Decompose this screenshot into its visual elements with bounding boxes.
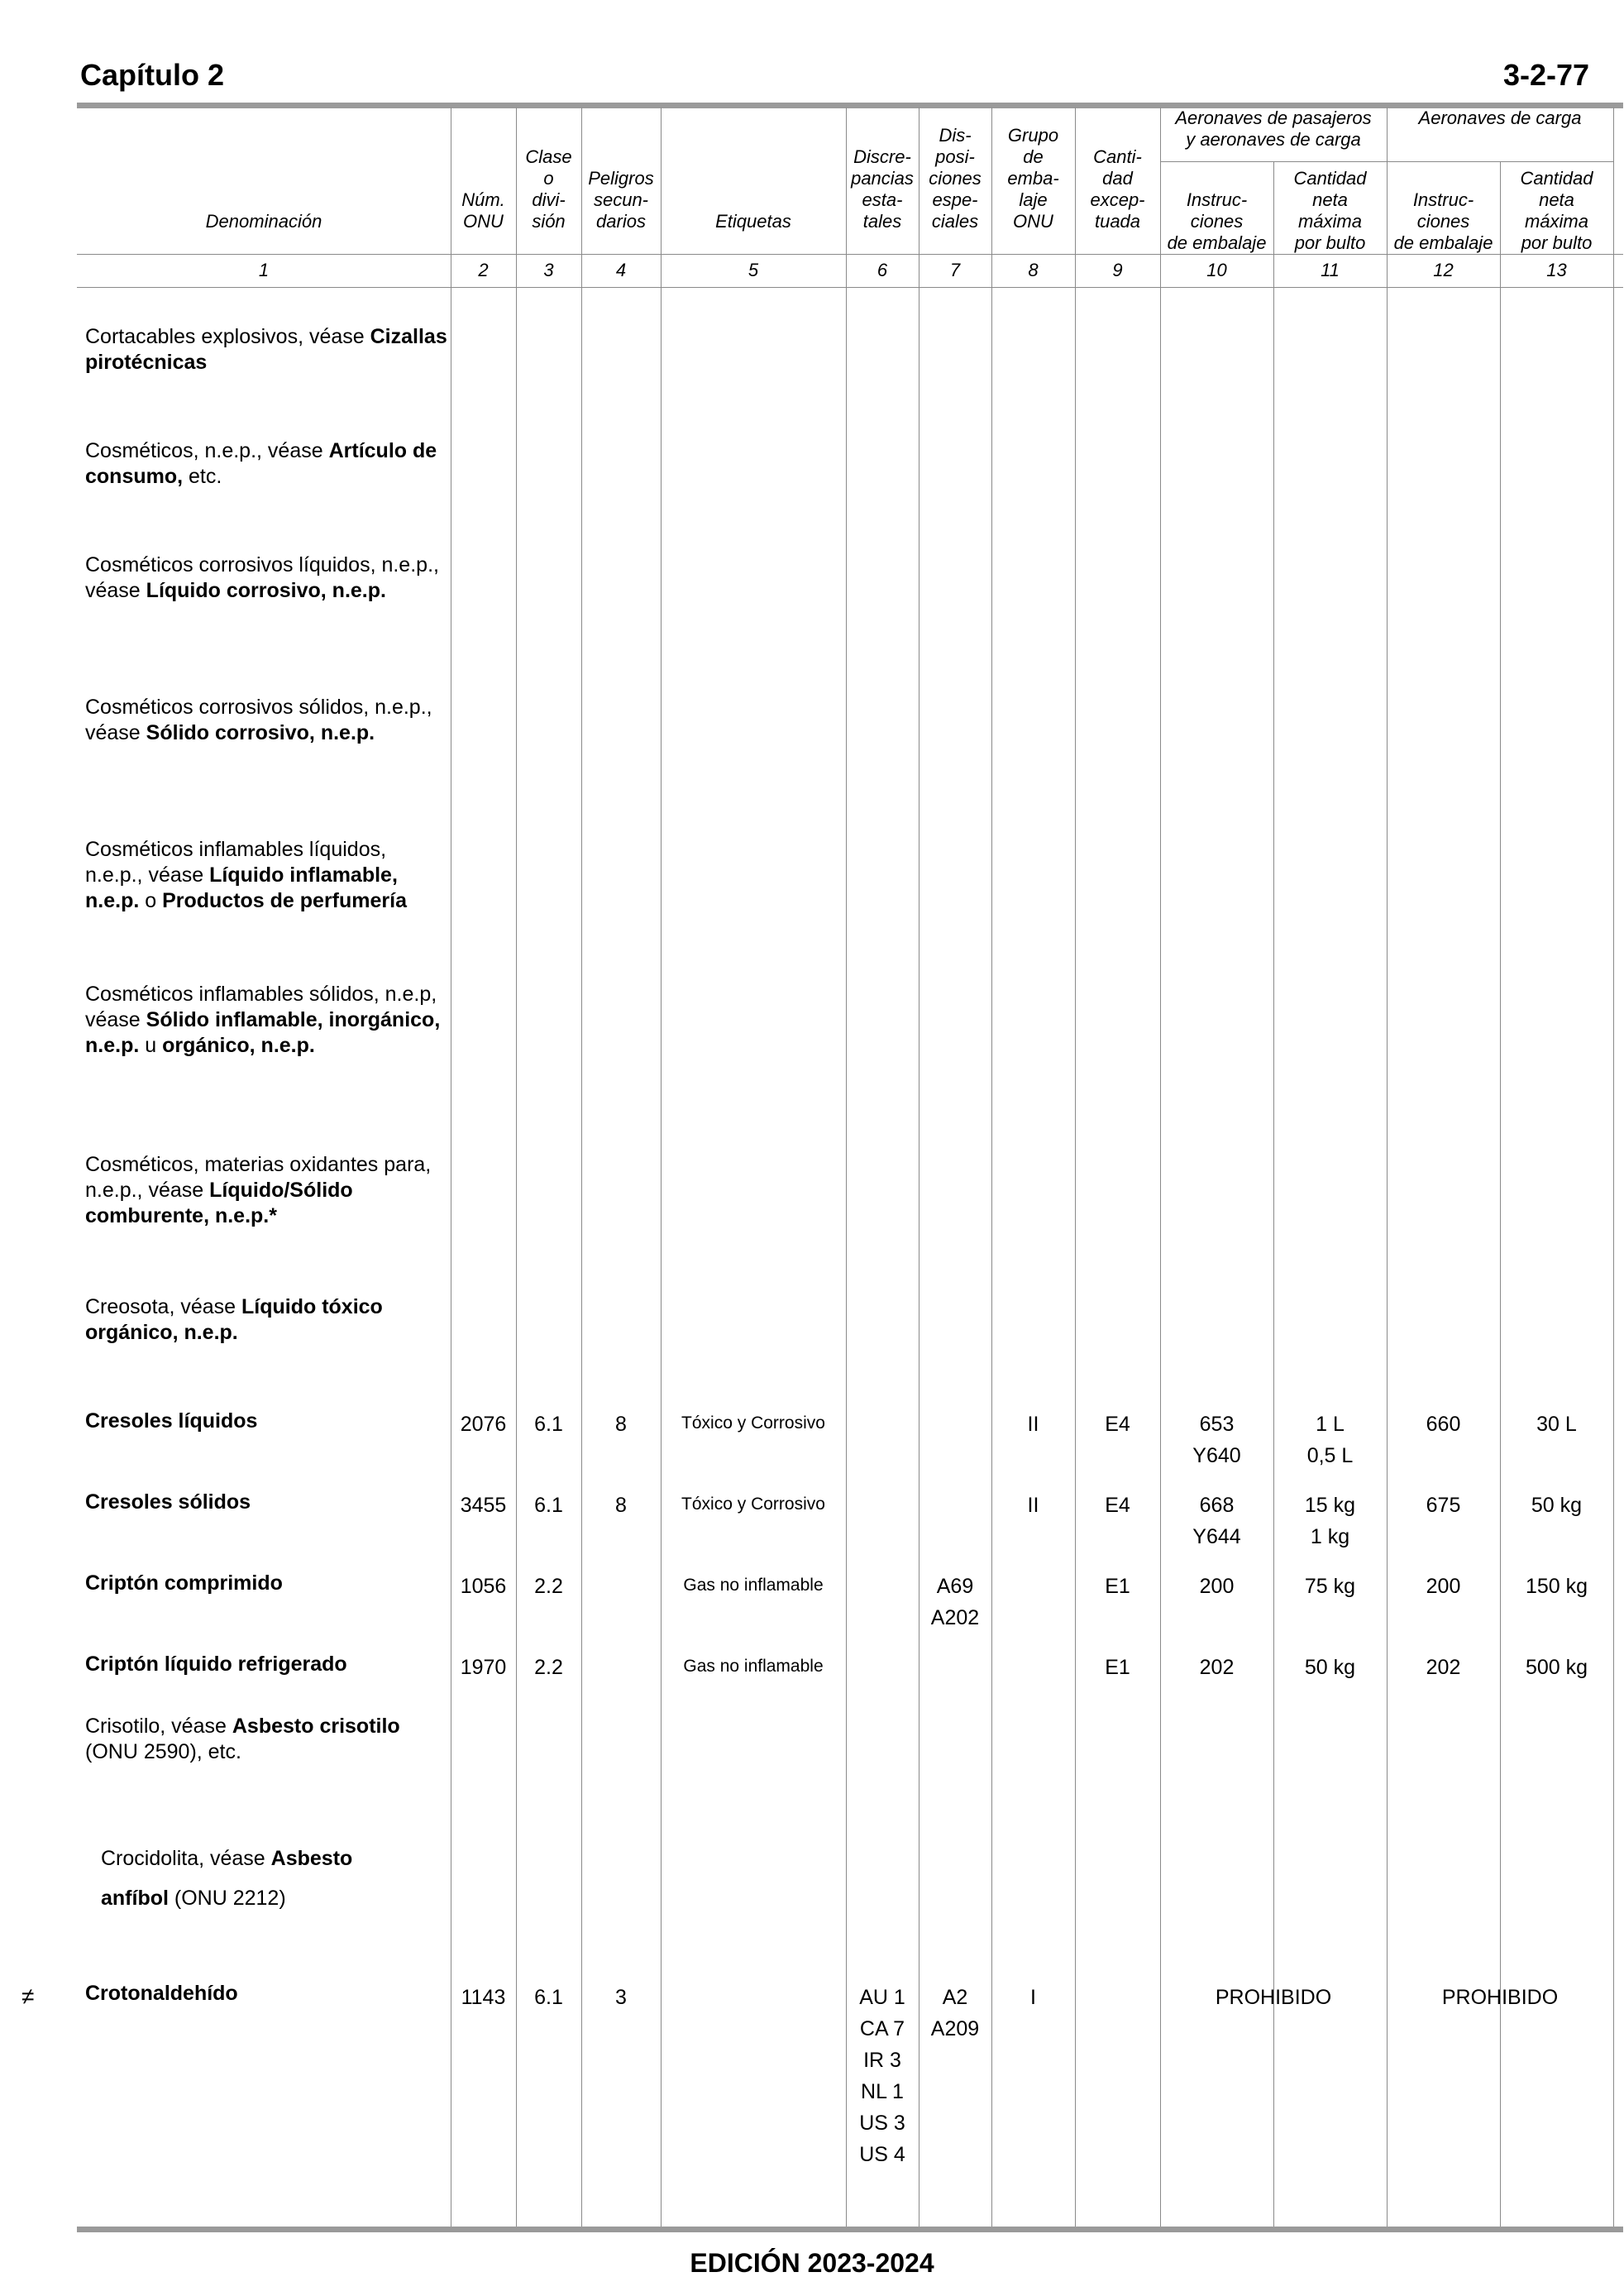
chapter-title: Capítulo 2: [80, 58, 225, 92]
cross-ref-entry: Crisotilo, véase Asbesto crisotilo (ONU 2590), etc.: [85, 1715, 400, 1763]
hazard-class: 2.2: [534, 1656, 563, 1679]
cross-ref-entry: Cosméticos inflamables líquidos, n.e.p., véase Líquido inflamable, n.e.p. o Productos de perfumería: [85, 838, 407, 912]
cao-max-quantity: 50 kg: [1531, 1494, 1583, 1517]
excepted-quantity: E1: [1105, 1656, 1130, 1679]
cao-packing-instruction: 675: [1426, 1494, 1461, 1517]
cross-ref-entry: Cortacables explosivos, véase Cizallas pirotécnicas: [85, 325, 447, 374]
header-un-number: Núm. ONU: [461, 189, 505, 232]
page-number: 3-2-77: [1502, 58, 1589, 92]
pax-max-quantity: 75 kg: [1304, 1575, 1356, 1598]
cao-max-quantity: 500 kg: [1525, 1656, 1588, 1679]
row-name: Cresoles líquidos: [85, 1409, 258, 1433]
column-number: 1: [258, 260, 270, 280]
column-number: 5: [748, 260, 759, 280]
column-number: 3: [543, 260, 554, 280]
header-pax-packing-instruction: Instruc- ciones de embalaje: [1167, 189, 1267, 253]
column-number: 12: [1433, 260, 1454, 280]
hazard-labels: Gas no inflamable: [683, 1576, 824, 1595]
cao-max-quantity: 150 kg: [1525, 1575, 1588, 1598]
hazard-labels: Tóxico y Corrosivo: [681, 1495, 825, 1514]
excepted-quantity: E4: [1105, 1413, 1130, 1436]
column-number: 11: [1321, 260, 1340, 280]
cross-ref-entry: Cosméticos corrosivos sólidos, n.e.p., véase Sólido corrosivo, n.e.p.: [85, 696, 432, 744]
pax-packing-instruction: 668 Y644: [1192, 1494, 1241, 1548]
excepted-quantity: E1: [1105, 1575, 1130, 1598]
column-number: 4: [615, 260, 627, 280]
header-excepted-quantity: Canti- dad excep- tuada: [1090, 146, 1145, 232]
column-number: 13: [1546, 260, 1567, 280]
un-number: 3455: [460, 1494, 507, 1517]
pax-forbidden: PROHIBIDO: [1215, 1986, 1332, 2009]
header-packing-group: Grupo de emba- laje ONU: [1007, 125, 1059, 232]
excepted-quantity: E4: [1105, 1494, 1130, 1517]
cao-forbidden: PROHIBIDO: [1441, 1986, 1559, 2009]
pax-packing-instruction: 200: [1199, 1575, 1235, 1598]
pax-max-quantity: 1 L 0,5 L: [1306, 1413, 1354, 1467]
pax-max-quantity: 50 kg: [1304, 1656, 1356, 1679]
column-number: 9: [1112, 260, 1123, 280]
cao-packing-instruction: 202: [1426, 1656, 1461, 1679]
packing-group: I: [1030, 1986, 1036, 2009]
cross-ref-entry: Cosméticos, materias oxidantes para, n.e.p., véase Líquido/Sólido comburente, n.e.p.*: [85, 1153, 432, 1227]
state-variations: AU 1 CA 7 IR 3 NL 1 US 3 US 4: [859, 1986, 905, 2166]
header-labels: Etiquetas: [715, 211, 791, 232]
cross-ref-entry: Cosméticos corrosivos líquidos, n.e.p., véase Líquido corrosivo, n.e.p.: [85, 553, 439, 602]
pax-packing-instruction: 653 Y640: [1192, 1413, 1241, 1467]
header-denominacion: Denominación: [205, 211, 322, 232]
pax-max-quantity: 15 kg 1 kg: [1304, 1494, 1356, 1548]
cross-ref-entry: Cosméticos, n.e.p., véase Artículo de consumo, etc.: [85, 439, 437, 488]
bottom-rule: [77, 2227, 1623, 2232]
packing-group: II: [1027, 1413, 1039, 1436]
packing-group: II: [1027, 1494, 1039, 1517]
cross-ref-entry: Cosméticos inflamables sólidos, n.e.p, véase Sólido inflamable, inorgánico, n.e.p. u orgánico, n.e.p.: [85, 983, 441, 1057]
group-header-passenger-aircraft: Aeronaves de pasajeros y aeronaves de carga: [1175, 108, 1372, 150]
edition-footer: EDICIÓN 2023-2024: [690, 2248, 934, 2278]
row-name: Criptón líquido refrigerado: [85, 1653, 347, 1676]
subsidiary-hazard: 8: [615, 1494, 627, 1517]
header-pax-max-net-quantity: Cantidad neta máxima por bulto: [1293, 168, 1367, 253]
header-class: Clase o divi- sión: [525, 146, 572, 232]
subsidiary-hazard: 8: [615, 1413, 627, 1436]
cao-max-quantity: 30 L: [1536, 1413, 1577, 1436]
subsidiary-hazard: 3: [615, 1986, 627, 2009]
column-number: 10: [1206, 260, 1227, 280]
un-number: 1970: [460, 1656, 507, 1679]
column-number: 6: [876, 260, 888, 280]
header-subsidiary-hazards: Peligros secun- darios: [588, 168, 654, 232]
pax-packing-instruction: 202: [1199, 1656, 1235, 1679]
hazard-class: 6.1: [534, 1986, 563, 2009]
un-number: 1143: [461, 1986, 506, 2009]
special-provisions: A2 A209: [930, 1986, 980, 2040]
un-number: 1056: [460, 1575, 507, 1598]
hazard-class: 6.1: [534, 1413, 563, 1436]
change-mark: ≠: [21, 1983, 35, 2009]
header-state-variations: Discre- pancias esta- tales: [851, 146, 914, 232]
header-cao-packing-instruction: Instruc- ciones de embalaje: [1393, 189, 1493, 253]
cross-ref-entry: Creosota, véase Líquido tóxico orgánico, n.e.p.: [85, 1295, 383, 1344]
column-number: 8: [1028, 260, 1039, 280]
special-provisions: A69 A202: [930, 1575, 980, 1629]
hazard-labels: Tóxico y Corrosivo: [681, 1413, 825, 1433]
cao-packing-instruction: 200: [1426, 1575, 1461, 1598]
cao-packing-instruction: 660: [1426, 1413, 1461, 1436]
un-number: 2076: [460, 1413, 507, 1436]
group-header-cargo-aircraft: Aeronaves de carga: [1418, 108, 1582, 128]
row-name: Crotonaldehído: [85, 1982, 238, 2005]
hazard-labels: Gas no inflamable: [683, 1657, 824, 1676]
row-name: Criptón comprimido: [85, 1571, 283, 1595]
hazard-class: 2.2: [534, 1575, 563, 1598]
header-special-provisions: Dis- posi- ciones espe- ciales: [929, 125, 982, 232]
cross-ref-entry: Crocidolita, véase Asbesto anfíbol (ONU 2212): [101, 1847, 353, 1910]
header-cao-max-net-quantity: Cantidad neta máxima por bulto: [1520, 168, 1593, 253]
column-number: 2: [478, 260, 489, 280]
hazard-class: 6.1: [534, 1494, 563, 1517]
row-name: Cresoles sólidos: [85, 1490, 251, 1514]
column-number: 7: [949, 260, 961, 280]
